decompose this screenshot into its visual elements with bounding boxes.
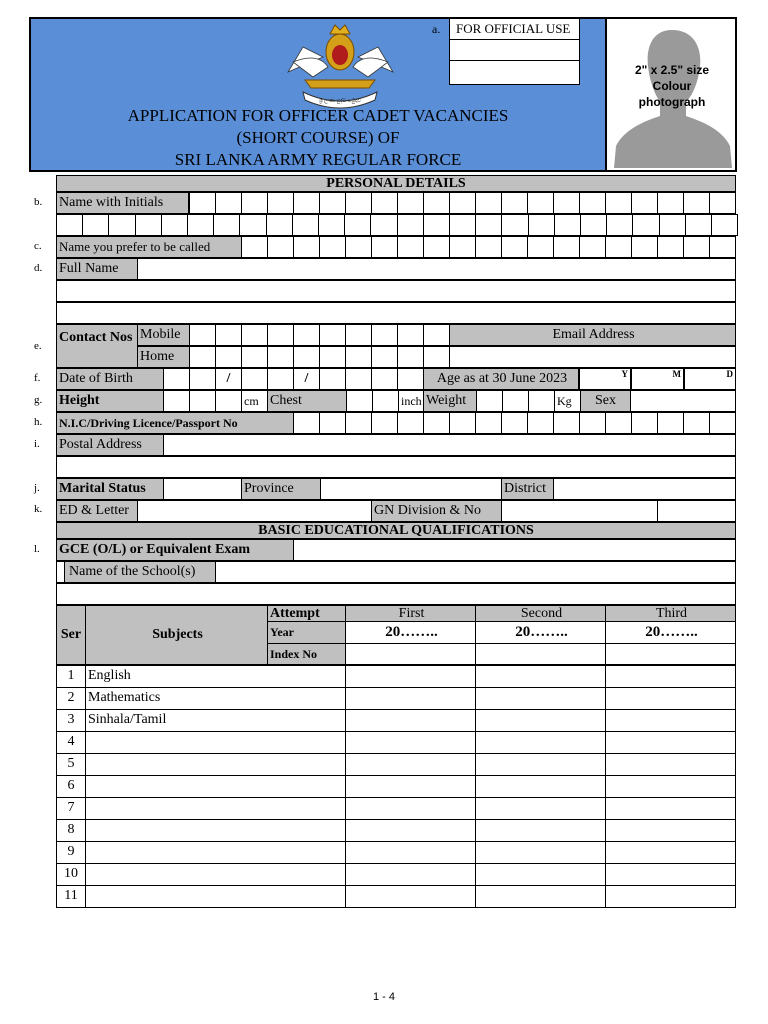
marital-status-label: Marital Status: [56, 478, 164, 500]
name-initials-box-r2-25[interactable]: [685, 214, 712, 236]
age-days-field[interactable]: D: [684, 368, 736, 390]
preferred-name-box-18[interactable]: [683, 236, 710, 258]
item-k-label: k.: [34, 503, 43, 515]
ser-header: Ser: [56, 605, 86, 665]
nic-box-15[interactable]: [657, 412, 684, 434]
nic-box-10[interactable]: [527, 412, 554, 434]
row-second-result[interactable]: [475, 709, 606, 732]
name-initials-box-17[interactable]: [605, 192, 632, 214]
contact-nos-label: Contact Nos: [56, 324, 138, 368]
name-initials-box-5[interactable]: [293, 192, 320, 214]
name-initials-box-21[interactable]: [709, 192, 736, 214]
postal-address-field-1[interactable]: [163, 434, 736, 456]
attempt-first-index[interactable]: [345, 643, 476, 665]
nic-box-6[interactable]: [423, 412, 450, 434]
row-second-result[interactable]: [475, 665, 606, 688]
gn-division-label: GN Division & No: [371, 500, 502, 522]
title-line-3: SRI LANKA ARMY REGULAR FORCE: [174, 150, 462, 169]
postal-address-label: Postal Address: [56, 434, 164, 456]
attempt-first-year[interactable]: 20……..: [345, 621, 476, 644]
item-g-label: g.: [34, 394, 43, 406]
row-subject: English: [85, 665, 346, 688]
name-initials-box-4[interactable]: [267, 192, 294, 214]
nic-box-8[interactable]: [475, 412, 502, 434]
height-box-1[interactable]: [163, 390, 190, 412]
row-third-result[interactable]: [605, 841, 736, 864]
home-box-5[interactable]: [293, 346, 320, 368]
dob-box-10[interactable]: [397, 368, 424, 390]
gn-division-field[interactable]: [501, 500, 658, 522]
ed-letter-field[interactable]: [137, 500, 372, 522]
school-name-field-1[interactable]: [215, 561, 736, 583]
education-heading: BASIC EDUCATIONAL QUALIFICATIONS: [56, 522, 736, 539]
row-subject[interactable]: [85, 797, 346, 820]
row-third-result[interactable]: [605, 797, 736, 820]
name-initials-box-2[interactable]: [215, 192, 242, 214]
name-initials-box-7[interactable]: [345, 192, 372, 214]
nic-box-16[interactable]: [683, 412, 710, 434]
row-serial: 2: [56, 687, 86, 710]
row-second-result[interactable]: [475, 731, 606, 754]
height-label: Height: [56, 390, 164, 412]
age-years-field[interactable]: Y: [579, 368, 631, 390]
preferred-name-box-4[interactable]: [319, 236, 346, 258]
name-initials-box-r2-15[interactable]: [423, 214, 450, 236]
nic-box-2[interactable]: [319, 412, 346, 434]
row-third-result[interactable]: [605, 863, 736, 886]
row-third-result[interactable]: [605, 753, 736, 776]
preferred-name-box-5[interactable]: [345, 236, 372, 258]
mobile-box-7[interactable]: [345, 324, 372, 346]
army-crest-icon: [283, 22, 398, 110]
nic-box-1[interactable]: [293, 412, 320, 434]
row-first-result[interactable]: [345, 775, 476, 798]
preferred-name-box-11[interactable]: [501, 236, 528, 258]
email-address-label: Email Address: [449, 324, 736, 346]
photo-instructions: [612, 62, 732, 110]
row-subject: Sinhala/Tamil: [85, 709, 346, 732]
name-initials-box-11[interactable]: [449, 192, 476, 214]
name-initials-box-r2-4[interactable]: [135, 214, 162, 236]
name-initials-box-r2-20[interactable]: [554, 214, 581, 236]
name-initials-box-19[interactable]: [657, 192, 684, 214]
preferred-name-box-13[interactable]: [553, 236, 580, 258]
cm-unit: cm: [241, 390, 268, 412]
row-subject[interactable]: [85, 775, 346, 798]
row-subject: Mathematics: [85, 687, 346, 710]
nic-label: N.I.C/Driving Licence/Passport No: [56, 412, 294, 434]
gce-ol-field[interactable]: [293, 539, 736, 561]
attempt-second-year[interactable]: 20……..: [475, 621, 606, 644]
preferred-name-box-9[interactable]: [449, 236, 476, 258]
province-field[interactable]: [320, 478, 502, 500]
preferred-name-box-7[interactable]: [397, 236, 424, 258]
nic-box-11[interactable]: [553, 412, 580, 434]
name-initials-box-r2-19[interactable]: [528, 214, 555, 236]
name-initials-box-r2-5[interactable]: [161, 214, 188, 236]
nic-box-3[interactable]: [345, 412, 372, 434]
name-initials-box-9[interactable]: [397, 192, 424, 214]
home-box-4[interactable]: [267, 346, 294, 368]
name-initials-box-20[interactable]: [683, 192, 710, 214]
row-second-result[interactable]: [475, 775, 606, 798]
gn-number-field[interactable]: [657, 500, 736, 522]
preferred-name-box-16[interactable]: [631, 236, 658, 258]
name-initials-box-r2-12[interactable]: [344, 214, 371, 236]
name-initials-box-r2-26[interactable]: [711, 214, 738, 236]
weight-box-1[interactable]: [476, 390, 503, 412]
photo-colour-text: Colour: [652, 79, 692, 93]
home-box-2[interactable]: [215, 346, 242, 368]
preferred-name-box-12[interactable]: [527, 236, 554, 258]
district-label: District: [501, 478, 554, 500]
home-box-9[interactable]: [397, 346, 424, 368]
preferred-name-box-6[interactable]: [371, 236, 398, 258]
postal-address-field-2[interactable]: [56, 456, 736, 478]
name-initials-box-6[interactable]: [319, 192, 346, 214]
district-field[interactable]: [553, 478, 736, 500]
item-d-label: d.: [34, 262, 43, 274]
preferred-name-box-14[interactable]: [579, 236, 606, 258]
dob-box-3[interactable]: /: [215, 368, 242, 390]
name-initials-box-r2-7[interactable]: [213, 214, 240, 236]
dob-box-4[interactable]: [241, 368, 268, 390]
attempt-label: Attempt: [267, 605, 346, 622]
school-name-label: Name of the School(s): [64, 561, 216, 583]
row-second-result[interactable]: [475, 863, 606, 886]
full-name-field-2[interactable]: [56, 280, 736, 302]
full-name-field-1[interactable]: [137, 258, 736, 280]
attempt-third-header: Third: [605, 605, 736, 622]
nic-box-17[interactable]: [709, 412, 736, 434]
row-second-result[interactable]: [475, 797, 606, 820]
dob-box-7[interactable]: [319, 368, 346, 390]
row-subject[interactable]: [85, 819, 346, 842]
name-initials-box-r2-6[interactable]: [187, 214, 214, 236]
date-of-birth-label: Date of Birth: [56, 368, 164, 390]
mobile-box-10[interactable]: [423, 324, 450, 346]
dob-box-6[interactable]: /: [293, 368, 320, 390]
name-initials-box-r2-3[interactable]: [108, 214, 135, 236]
name-initials-box-r2-8[interactable]: [239, 214, 266, 236]
preferred-name-label: Name you prefer to be called: [56, 236, 242, 258]
nic-box-9[interactable]: [501, 412, 528, 434]
preferred-name-box-15[interactable]: [605, 236, 632, 258]
name-initials-box-r2-16[interactable]: [449, 214, 476, 236]
chest-box-1[interactable]: [346, 390, 373, 412]
row-second-result[interactable]: [475, 687, 606, 710]
home-box-6[interactable]: [319, 346, 346, 368]
preferred-name-box-3[interactable]: [293, 236, 320, 258]
row-subject[interactable]: [85, 753, 346, 776]
svg-text:ශ්‍රී ලංකා යුද්ධ හමුදාව: ශ්‍රී ලංකා යුද්ධ හමුදාව: [319, 98, 361, 104]
nic-box-5[interactable]: [397, 412, 424, 434]
row-serial: 11: [56, 885, 86, 908]
row-serial: 3: [56, 709, 86, 732]
name-initials-box-r2-1[interactable]: [56, 214, 83, 236]
item-l-label: l.: [34, 543, 40, 555]
name-initials-box-r2-17[interactable]: [475, 214, 502, 236]
name-initials-box-r2-14[interactable]: [397, 214, 424, 236]
preferred-name-box-10[interactable]: [475, 236, 502, 258]
title-line-2: (SHORT COURSE) OF: [236, 128, 400, 147]
name-initials-box-r2-11[interactable]: [318, 214, 345, 236]
item-h-label: h.: [34, 416, 43, 428]
dob-box-9[interactable]: [371, 368, 398, 390]
official-use-box: [449, 18, 580, 85]
row-subject[interactable]: [85, 841, 346, 864]
nic-box-7[interactable]: [449, 412, 476, 434]
index-no-label: Index No: [267, 643, 346, 665]
name-initials-box-r2-13[interactable]: [370, 214, 397, 236]
row-third-result[interactable]: [605, 885, 736, 908]
name-initials-box-15[interactable]: [553, 192, 580, 214]
preferred-name-box-8[interactable]: [423, 236, 450, 258]
name-initials-box-r2-24[interactable]: [659, 214, 686, 236]
row-serial: 10: [56, 863, 86, 886]
home-box-7[interactable]: [345, 346, 372, 368]
gce-ol-label: GCE (O/L) or Equivalent Exam: [56, 539, 294, 561]
mobile-box-8[interactable]: [371, 324, 398, 346]
row-first-result[interactable]: [345, 731, 476, 754]
item-f-label: f.: [34, 372, 41, 384]
name-initials-label: Name with Initials: [56, 192, 189, 214]
name-initials-box-r2-23[interactable]: [632, 214, 659, 236]
row-subject[interactable]: [85, 863, 346, 886]
name-initials-box-r2-21[interactable]: [580, 214, 607, 236]
row-subject[interactable]: [85, 731, 346, 754]
subjects-header: Subjects: [85, 605, 268, 665]
row-serial: 1: [56, 665, 86, 688]
year-label: Year: [267, 621, 346, 644]
row-subject[interactable]: [85, 885, 346, 908]
dob-box-2[interactable]: [189, 368, 216, 390]
name-initials-box-12[interactable]: [475, 192, 502, 214]
chest-box-2[interactable]: [372, 390, 399, 412]
inch-unit: inch: [398, 390, 424, 412]
name-initials-box-r2-10[interactable]: [292, 214, 319, 236]
home-box-8[interactable]: [371, 346, 398, 368]
row-third-result[interactable]: [605, 819, 736, 842]
official-use-field-1[interactable]: [450, 40, 579, 61]
row-serial: 7: [56, 797, 86, 820]
school-name-field-2[interactable]: [56, 583, 736, 605]
ed-letter-label: ED & Letter: [56, 500, 138, 522]
name-initials-box-10[interactable]: [423, 192, 450, 214]
row-second-result[interactable]: [475, 885, 606, 908]
marital-status-field[interactable]: [163, 478, 242, 500]
attempt-second-header: Second: [475, 605, 606, 622]
row-third-result[interactable]: [605, 709, 736, 732]
official-use-title: FOR OFFICIAL USE: [450, 19, 579, 40]
kg-unit: Kg: [554, 390, 581, 412]
email-address-field[interactable]: [449, 346, 736, 368]
mobile-label: Mobile: [137, 324, 190, 346]
row-first-result[interactable]: [345, 665, 476, 688]
name-initials-box-8[interactable]: [371, 192, 398, 214]
mobile-box-1[interactable]: [189, 324, 216, 346]
row-third-result[interactable]: [605, 731, 736, 754]
row-serial: 4: [56, 731, 86, 754]
mobile-box-2[interactable]: [215, 324, 242, 346]
nic-box-13[interactable]: [605, 412, 632, 434]
row-first-result[interactable]: [345, 753, 476, 776]
home-box-10[interactable]: [423, 346, 450, 368]
item-a-label: a.: [432, 22, 441, 36]
name-initials-box-r2-18[interactable]: [501, 214, 528, 236]
row-second-result[interactable]: [475, 819, 606, 842]
dob-box-5[interactable]: [267, 368, 294, 390]
preferred-name-box-2[interactable]: [267, 236, 294, 258]
weight-box-3[interactable]: [528, 390, 555, 412]
item-c-label: c.: [34, 240, 42, 252]
home-box-3[interactable]: [241, 346, 268, 368]
mobile-box-9[interactable]: [397, 324, 424, 346]
preferred-name-box-1[interactable]: [241, 236, 268, 258]
height-box-3[interactable]: [215, 390, 242, 412]
row-first-result[interactable]: [345, 797, 476, 820]
row-serial: 6: [56, 775, 86, 798]
sex-label: Sex: [580, 390, 631, 412]
nic-box-14[interactable]: [631, 412, 658, 434]
row-first-result[interactable]: [345, 709, 476, 732]
attempt-first-header: First: [345, 605, 476, 622]
title-line-1: APPLICATION FOR OFFICER CADET VACANCIES: [127, 106, 509, 125]
home-label: Home: [137, 346, 190, 368]
age-label: Age as at 30 June 2023: [423, 368, 579, 390]
height-box-2[interactable]: [189, 390, 216, 412]
name-initials-box-r2-2[interactable]: [82, 214, 109, 236]
mobile-box-4[interactable]: [267, 324, 294, 346]
photo-type-text: photograph: [638, 95, 706, 109]
name-initials-box-14[interactable]: [527, 192, 554, 214]
province-label: Province: [241, 478, 321, 500]
mobile-box-3[interactable]: [241, 324, 268, 346]
row-third-result[interactable]: [605, 775, 736, 798]
row-serial: 5: [56, 753, 86, 776]
full-name-field-3[interactable]: [56, 302, 736, 324]
dob-box-8[interactable]: [345, 368, 372, 390]
attempt-second-index[interactable]: [475, 643, 606, 665]
row-first-result[interactable]: [345, 885, 476, 908]
item-j-label: j.: [34, 482, 40, 494]
page-number: 1 - 4: [372, 991, 395, 1003]
chest-label: Chest: [267, 390, 347, 412]
mobile-box-5[interactable]: [293, 324, 320, 346]
name-initials-box-3[interactable]: [241, 192, 268, 214]
row-first-result[interactable]: [345, 687, 476, 710]
preferred-name-box-17[interactable]: [657, 236, 684, 258]
weight-label: Weight: [423, 390, 477, 412]
mobile-box-6[interactable]: [319, 324, 346, 346]
item-b-label: b.: [34, 196, 43, 208]
row-third-result[interactable]: [605, 687, 736, 710]
age-months-field[interactable]: M: [631, 368, 684, 390]
photo-size-text: 2" x 2.5" size: [634, 63, 710, 77]
home-box-1[interactable]: [189, 346, 216, 368]
name-initials-box-13[interactable]: [501, 192, 528, 214]
preferred-name-box-19[interactable]: [709, 236, 736, 258]
item-e-label: e.: [34, 340, 42, 352]
attempt-third-index[interactable]: [605, 643, 736, 665]
row-first-result[interactable]: [345, 819, 476, 842]
row-third-result[interactable]: [605, 665, 736, 688]
weight-box-2[interactable]: [502, 390, 529, 412]
row-second-result[interactable]: [475, 753, 606, 776]
name-initials-box-r2-22[interactable]: [606, 214, 633, 236]
row-serial: 9: [56, 841, 86, 864]
full-name-label: Full Name: [56, 258, 138, 280]
name-initials-box-r2-9[interactable]: [266, 214, 293, 236]
nic-box-4[interactable]: [371, 412, 398, 434]
sex-field[interactable]: [630, 390, 736, 412]
row-second-result[interactable]: [475, 841, 606, 864]
personal-details-heading: PERSONAL DETAILS: [56, 175, 736, 192]
item-i-label: i.: [34, 438, 40, 450]
attempt-third-year[interactable]: 20……..: [605, 621, 736, 644]
row-first-result[interactable]: [345, 841, 476, 864]
row-serial: 8: [56, 819, 86, 842]
name-initials-box-1[interactable]: [189, 192, 216, 214]
official-use-field-2[interactable]: [450, 61, 579, 82]
nic-box-12[interactable]: [579, 412, 606, 434]
name-initials-box-18[interactable]: [631, 192, 658, 214]
row-first-result[interactable]: [345, 863, 476, 886]
dob-box-1[interactable]: [163, 368, 190, 390]
name-initials-box-16[interactable]: [579, 192, 606, 214]
